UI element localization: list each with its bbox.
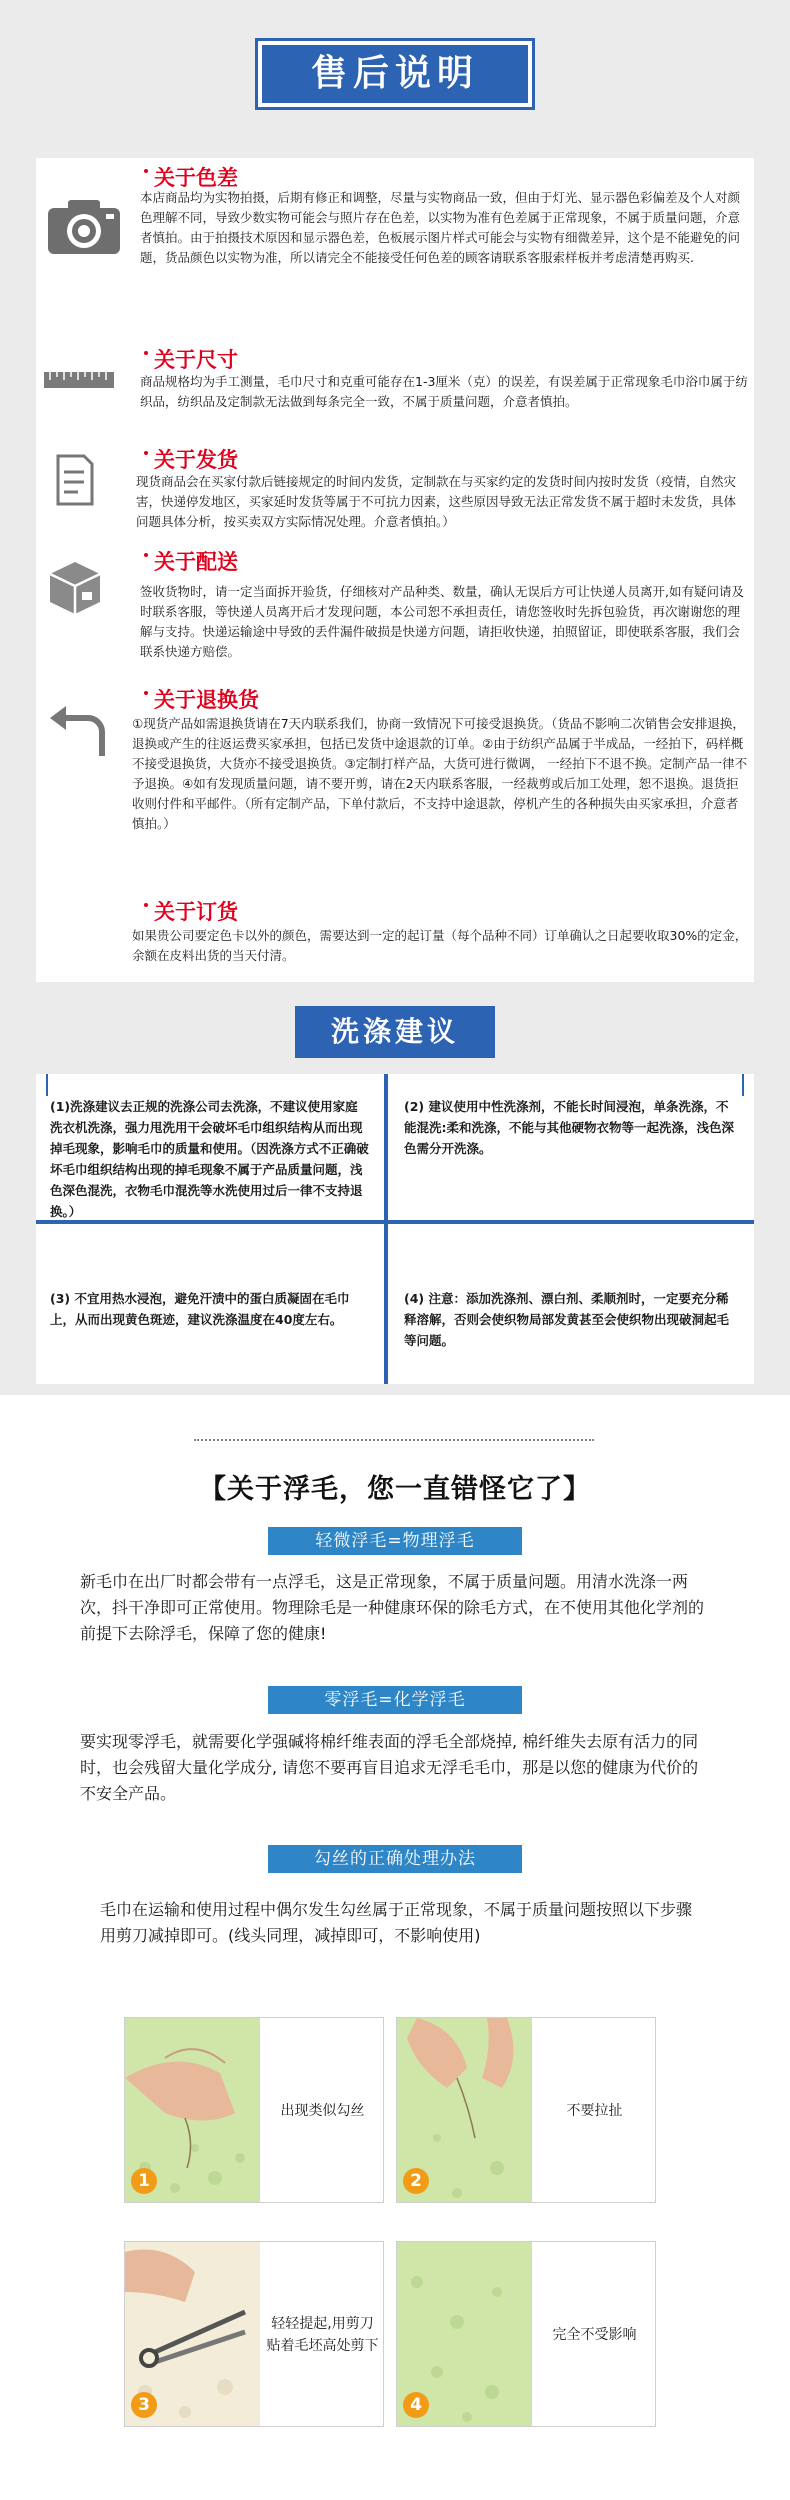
step-number: 4: [403, 2392, 429, 2418]
washing-item-2: (2) 建议使用中性洗涤剂，不能长时间浸泡，单条洗涤，不能混洗:柔和洗涤，不能与其他硬物衣物等一起洗涤，浅色深色需分开洗涤。: [404, 1099, 734, 1156]
step-card-4: [396, 2241, 656, 2427]
pilling-section: [36, 1405, 754, 2495]
block-body: 商品规格均为手工测量，毛巾尺寸和克重可能存在1-3厘米（克）的误差，有误差属于正常现象毛巾浴巾属于纺织品，纺织品及定制款无法做到每条完全一致，不属于质量问题，介意者慎拍。: [140, 374, 748, 409]
block-body: 如果贵公司要定色卡以外的颜色，需要达到一定的起订量（每个品种不同）订单确认之日起要收取30%的定金，余额在皮料出货的当天付清。: [132, 928, 748, 963]
block-title: 关于配送: [154, 546, 238, 576]
block-delivery: [36, 546, 754, 672]
step-caption: 轻轻提起,用剪刀贴着毛坯高处剪下: [266, 2316, 379, 2354]
step-caption: 完全不受影响: [552, 2327, 637, 2343]
block-title: 关于订货: [154, 896, 238, 926]
after-sales-card: [36, 158, 754, 982]
divider-tick: [742, 1074, 744, 1096]
clipboard-icon: [50, 452, 96, 508]
para-light-pilling: 新毛巾在出厂时都会带有一点浮毛，这是正常现象，不属于质量问题。用清水洗涤一两次，抖干净即可正常使用。物理除毛是一种健康环保的除毛方式，在不使用其他化学剂的前提下去除浮毛，保障了您的健康!: [80, 1572, 705, 1643]
washing-title: 洗涤建议: [295, 1006, 495, 1058]
block-size: [36, 344, 754, 424]
step-card-1: [124, 2017, 384, 2203]
block-shipping: [36, 444, 754, 544]
block-body: 签收货物时，请一定当面拆开验货，仔细核对产品种类、数量，确认无误后方可让快递人员离开,如有疑问请及时联系客服，等快递人员离开后才发现问题，本公司恕不承担责任，请您签收时先拆包验货，再次谢谢您的理解与支持。快递运输途中导致的丢件漏件破损是快递方问题，请拒收快递，拍照留证，即使联系客服，我们会联系快递方赔偿。: [140, 584, 744, 659]
dotted-separator: [194, 1439, 594, 1441]
divider-tick: [46, 1074, 48, 1096]
block-title: 关于发货: [154, 444, 238, 474]
block-body: ①现货产品如需退换货请在7天内联系我们，协商一致情况下可接受退换货。（货品不影响二次销售会安排退换，退换或产生的往返运费买家承担，包括已发货中途退款的订单。②由于纺织产品属于半成品，一经拍下，码样概不接受退换货，大货亦不接受退换货。③定制打样产品，大货可进行微调， 一经拍下不退不换。定制产品一律不予退换。④如有发现质量问题，请不要开剪，请在2天内联系客服，一经裁剪或后加工处理，恕不退换。退货拒收则付件和平邮件。（所有定制产品，下单付款后，不支持中途退款，停机产生的各种损失由买家承担，介意者慎拍。）: [132, 716, 748, 831]
after-sales-title-frame: [255, 38, 535, 110]
block-body: 现货商品会在买家付款后链接规定的时间内发货，定制款在与买家约定的发货时间内按时发货（疫情，自然灾害，快递停发地区，买家延时发货等属于不可抗力因素，这些原因导致无法正常发货不属于超时未发货，具体问题具体分析，按买卖双方实际情况处理。介意者慎拍。）: [136, 474, 737, 529]
block-title: 关于尺寸: [154, 344, 238, 374]
divider-horizontal-right: [388, 1220, 754, 1224]
step-card-3: [124, 2241, 384, 2427]
washing-item-1: (1)洗涤建议去正规的洗涤公司去洗涤，不建议使用家庭洗衣机洗涤，强力甩洗用干会破坏毛巾组织结构从而出现掉毛现象，影响毛巾的质量和使用。（因洗涤方式不正确破坏毛巾组织结构出现的掉毛现象不属于产品质量问题，浅色深色混洗，衣物毛巾混洗等水洗使用过后一律不支持退换。）: [50, 1099, 369, 1219]
block-color-difference: [36, 158, 754, 298]
label-light-pilling: 轻微浮毛=物理浮毛: [268, 1527, 522, 1555]
after-sales-section: [0, 0, 790, 990]
block-title: 关于色差: [154, 162, 238, 192]
package-icon: [46, 558, 104, 616]
block-ordering: [36, 896, 754, 976]
pilling-title: 【关于浮毛，您一直错怪它了】: [199, 1474, 591, 1505]
step-number: 3: [131, 2392, 157, 2418]
washing-section: [0, 990, 790, 1395]
washing-item-4: (4) 注意：添加洗涤剂、漂白剂、柔顺剂时，一定要充分稀释溶解，否则会使织物局部发黄甚至会使织物出现破洞起毛等问题。: [404, 1291, 730, 1348]
block-returns: [36, 684, 754, 884]
step-card-2: [396, 2017, 656, 2203]
step-number: 1: [131, 2168, 157, 2194]
para-snag-fix: 毛巾在运输和使用过程中偶尔发生勾丝属于正常现象，不属于质量问题按照以下步骤用剪刀减掉即可。(线头同理，减掉即可，不影响使用): [100, 1900, 693, 1945]
washing-card: [36, 1074, 754, 1384]
step-caption: 不要拉扯: [566, 2103, 623, 2119]
step-caption: 出现类似勾丝: [280, 2103, 365, 2119]
camera-icon: [44, 194, 124, 258]
para-zero-pilling: 要实现零浮毛，就需要化学强碱将棉纤维表面的浮毛全部烧掉, 棉纤维失去原有活力的同时，也会残留大量化学成分, 请您不要再盲目追求无浮毛毛巾，那是以您的健康为代价的不安全产品。: [80, 1732, 699, 1803]
block-title: 关于退换货: [154, 684, 259, 714]
divider-vertical: [384, 1074, 388, 1384]
return-arrow-icon: [44, 704, 110, 760]
washing-item-3: (3) 不宜用热水浸泡，避免汗渍中的蛋白质凝固在毛巾上，从而出现黄色斑迹，建议洗涤温度在40度左右。: [50, 1291, 350, 1327]
after-sales-title: 售后说明: [262, 45, 528, 103]
step-number: 2: [403, 2168, 429, 2194]
label-snag-fix: 勾丝的正确处理办法: [268, 1845, 522, 1873]
label-zero-pilling: 零浮毛=化学浮毛: [268, 1686, 522, 1714]
block-body: 本店商品均为实物拍摄，后期有修正和调整，尽量与实物商品一致，但由于灯光、显示器色彩偏差及个人对颜色理解不同，导致少数实物可能会与照片存在色差，以实物为准有色差属于正常现象，不属于质量问题，介意者慎拍。由于拍摄技术原因和显示器色差，色板展示图片样式可能会与实物有细微差异，这个是不能避免的问题，货品颜色以实物为准，所以请完全不能接受任何色差的顾客请联系客服索样板并考虑清楚再购买.: [140, 190, 741, 265]
ruler-icon: [44, 368, 114, 390]
